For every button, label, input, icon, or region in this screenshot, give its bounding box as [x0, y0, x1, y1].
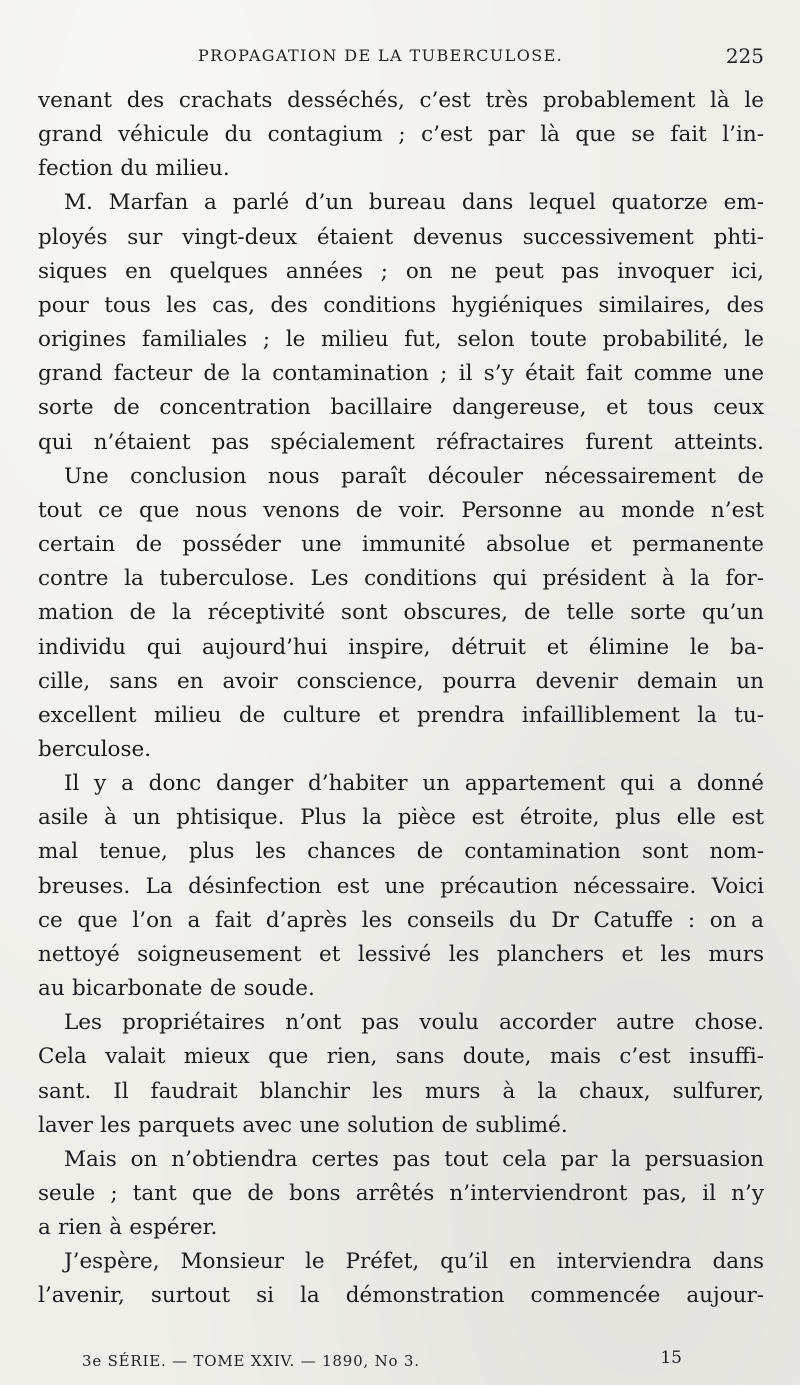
text-line: siques en quelques années ; on ne peut pas invoquer ici, [38, 258, 764, 284]
text-line: nettoyé soigneusement et lessivé les planchers et les murs [38, 941, 764, 967]
text-line: ce que l’on a fait d’après les conseils du Dr Catuffe : on a [38, 907, 764, 933]
text-line: grand facteur de la contamination ; il s’y était fait comme une [38, 361, 764, 387]
text-line: breuses. La désinfection est une précaution nécessaire. Voici [38, 873, 764, 899]
paragraph-first-line: Mais on n’obtiendra certes pas tout cela par la persuasion [64, 1146, 764, 1172]
series-volume-note: 3e SÉRIE. — TOME XXIV. — 1890, No 3. [82, 1352, 420, 1370]
text-line: a rien à espérer. [38, 1215, 218, 1241]
paragraph-first-line: J’espère, Monsieur le Préfet, qu’il en interviendra dans [64, 1249, 764, 1275]
text-line: l’avenir, surtout si la démonstration commencée aujour- [38, 1283, 764, 1309]
paragraph-first-line: Il y a donc danger d’habiter un appartement qui a donné [64, 771, 764, 797]
running-head [38, 46, 764, 76]
text-line: au bicarbonate de soude. [38, 976, 315, 1002]
sheet-signature-number: 15 [660, 1348, 682, 1368]
body-text [38, 84, 764, 1314]
text-line: grand véhicule du contagium ; c’est par là que se fait l’in- [38, 122, 764, 148]
paragraph-first-line: M. Marfan a parlé d’un bureau dans lequel quatorze em- [64, 190, 764, 216]
text-line: certain de posséder une immunité absolue et permanente [38, 532, 764, 558]
text-line: sorte de concentration bacillaire dangereuse, et tous ceux [38, 395, 764, 421]
page-footer [82, 1348, 682, 1380]
text-line: ployés sur vingt-deux étaient devenus successivement phti- [38, 224, 764, 250]
text-line: sant. Il faudrait blanchir les murs à la chaux, sulfurer, [38, 1078, 764, 1104]
text-line: Cela valait mieux que rien, sans doute, mais c’est insuffi- [38, 1044, 764, 1070]
running-title: PROPAGATION DE LA TUBERCULOSE. [198, 46, 564, 65]
text-line: contre la tuberculose. Les conditions qui président à la for- [38, 566, 764, 592]
text-line: mation de la réceptivité sont obscures, de telle sorte qu’un [38, 600, 764, 626]
text-line: asile à un phtisique. Plus la pièce est étroite, plus elle est [38, 805, 764, 831]
text-line: laver les parquets avec une solution de sublimé. [38, 1112, 568, 1138]
paragraph-first-line: Les propriétaires n’ont pas voulu accorder autre chose. [64, 1010, 764, 1036]
text-line: cille, sans en avoir conscience, pourra devenir demain un [38, 668, 764, 694]
text-line: excellent milieu de culture et prendra infailliblement la tu- [38, 702, 764, 728]
text-line: origines familiales ; le milieu fut, selon toute probabilité, le [38, 327, 764, 353]
text-line: berculose. [38, 736, 152, 762]
text-line: venant des crachats desséchés, c’est très probablement là le [38, 88, 764, 113]
text-line: tout ce que nous venons de voir. Personne au monde n’est [38, 497, 764, 523]
text-line: qui n’étaient pas spécialement réfractaires furent atteints. [38, 429, 764, 455]
text-line: seule ; tant que de bons arrêtés n’interviendront pas, il n’y [38, 1181, 764, 1206]
text-line: pour tous les cas, des conditions hygiéniques similaires, des [38, 292, 764, 318]
text-line: fection du milieu. [38, 156, 230, 182]
page-number: 225 [725, 44, 764, 68]
text-line: mal tenue, plus les chances de contamination sont nom- [38, 839, 764, 865]
paragraph-first-line: Une conclusion nous paraît découler nécessairement de [64, 463, 764, 489]
text-line: individu qui aujourd’hui inspire, détruit et élimine le ba- [38, 634, 764, 660]
